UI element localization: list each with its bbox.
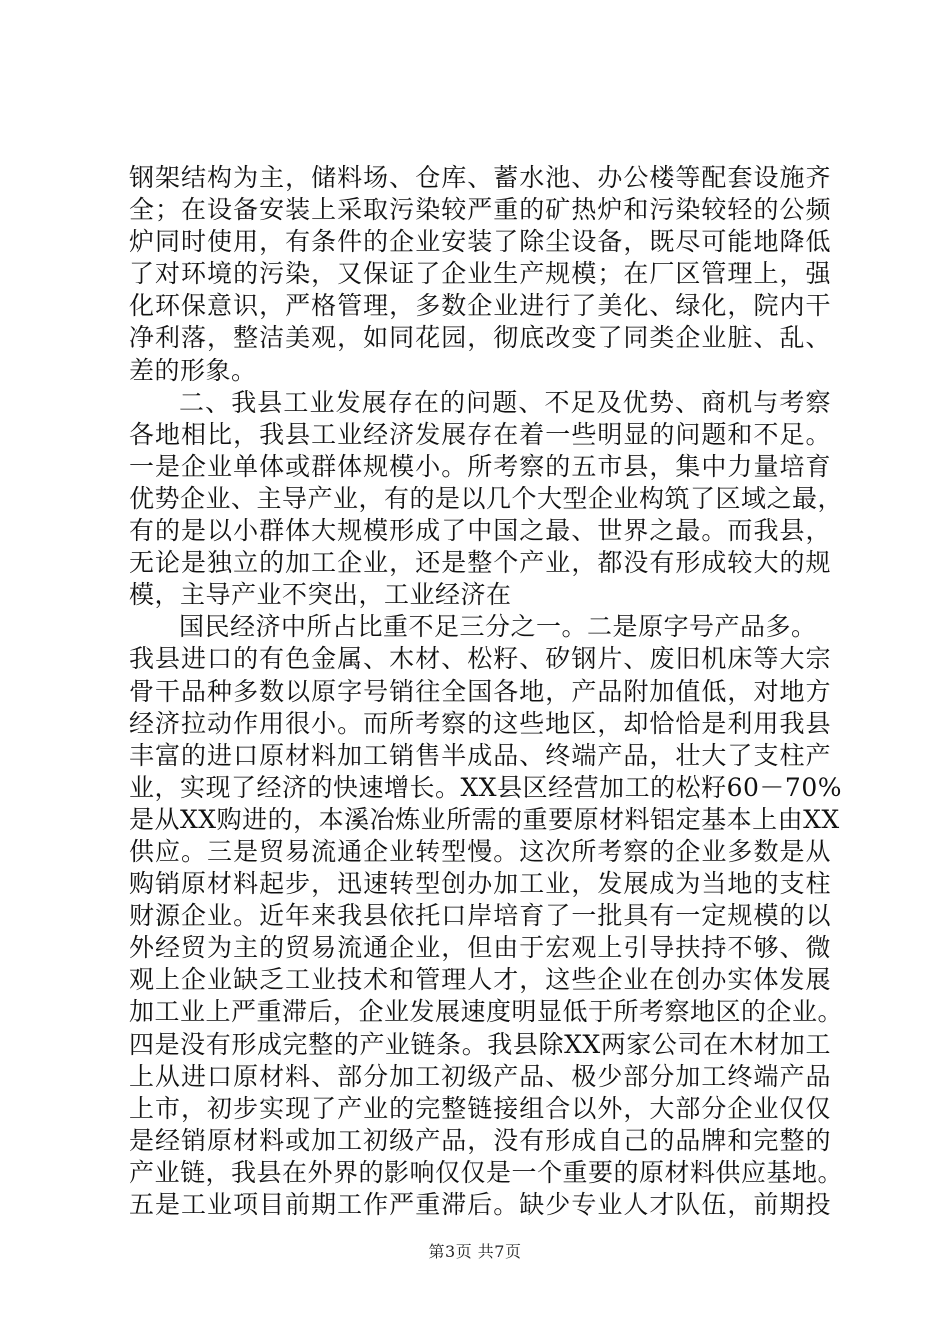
text-line: 净利落，整洁美观，如同花园，彻底改变了同类企业脏、乱、 (129, 323, 831, 353)
text-line: 四是没有形成完整的产业链条。我县除XX两家公司在木材加工 (129, 1029, 831, 1059)
text-line: 财源企业。近年来我县依托口岸培育了一批具有一定规模的以 (129, 901, 831, 931)
text-line: 是从XX购进的，本溪冶炼业所需的重要原材料铝定基本上由XX (129, 804, 840, 834)
text-line: 五是工业项目前期工作严重滞后。缺少专业人才队伍，前期投 (129, 1190, 831, 1219)
text-line: 无论是独立的加工企业，还是整个产业，都没有形成较大的规 (129, 548, 831, 578)
section-heading-line: 二、我县工业发展存在的问题、不足及优势、商机与考察 (179, 387, 831, 417)
text-line: 模，主导产业不突出，工业经济在 (129, 580, 512, 610)
text-line: 各地相比，我县工业经济发展存在着一些明显的问题和不足。 (129, 419, 831, 449)
text-line: 加工业上严重滞后，企业发展速度明显低于所考察地区的企业。 (129, 997, 844, 1027)
text-line: 一是企业单体或群体规模小。所考察的五市县，集中力量培育 (129, 451, 831, 481)
text-line: 化环保意识，严格管理，多数企业进行了美化、绿化，院内干 (129, 291, 831, 321)
text-line: 丰富的进口原材料加工销售半成品、终端产品，壮大了支柱产 (129, 740, 831, 770)
body-text (129, 162, 844, 1221)
text-line: 差的形象。 (129, 355, 257, 385)
text-line: 炉同时使用，有条件的企业安装了除尘设备，既尽可能地降低 (129, 227, 831, 257)
text-line: 了对环境的污染，又保证了企业生产规模；在厂区管理上，强 (129, 259, 831, 289)
text-line: 供应。三是贸易流通企业转型慢。这次所考察的企业多数是从 (129, 836, 831, 866)
text-line: 购销原材料起步，迅速转型创办加工业，发展成为当地的支柱 (129, 869, 831, 899)
text-line: 外经贸为主的贸易流通企业，但由于宏观上引导扶持不够、微 (129, 933, 831, 963)
text-line: 有的是以小群体大规模形成了中国之最、世界之最。而我县， (129, 516, 831, 546)
text-line: 我县进口的有色金属、木材、松籽、矽钢片、废旧机床等大宗 (129, 644, 831, 674)
text-line: 骨干品种多数以原字号销往全国各地，产品附加值低，对地方 (129, 676, 831, 706)
text-line: 产业链，我县在外界的影响仅仅是一个重要的原材料供应基地。 (129, 1157, 844, 1187)
text-line: 全；在设备安装上采取污染较严重的矿热炉和污染较轻的公频 (129, 195, 831, 225)
text-line: 钢架结构为主，储料场、仓库、蓄水池、办公楼等配套设施齐 (129, 163, 831, 192)
paragraph-start-line: 国民经济中所占比重不足三分之一。二是原字号产品多。 (179, 612, 817, 642)
text-line: 业，实现了经济的快速增长。XX县区经营加工的松籽60－70% (129, 772, 842, 802)
text-line: 优势企业、主导产业，有的是以几个大型企业构筑了区域之最， (129, 483, 844, 513)
page-number-footer: 第3页 共7页 (428, 1242, 522, 1261)
text-line: 上从进口原材料、部分加工初级产品、极少部分加工终端产品 (129, 1061, 831, 1091)
text-line: 经济拉动作用很小。而所考察的这些地区，却恰恰是利用我县 (129, 708, 831, 738)
text-line: 观上企业缺乏工业技术和管理人才，这些企业在创办实体发展 (129, 965, 831, 995)
text-line: 是经销原材料或加工初级产品，没有形成自己的品牌和完整的 (129, 1125, 831, 1155)
text-line: 上市，初步实现了产业的完整链接组合以外，大部分企业仅仅 (129, 1093, 831, 1123)
